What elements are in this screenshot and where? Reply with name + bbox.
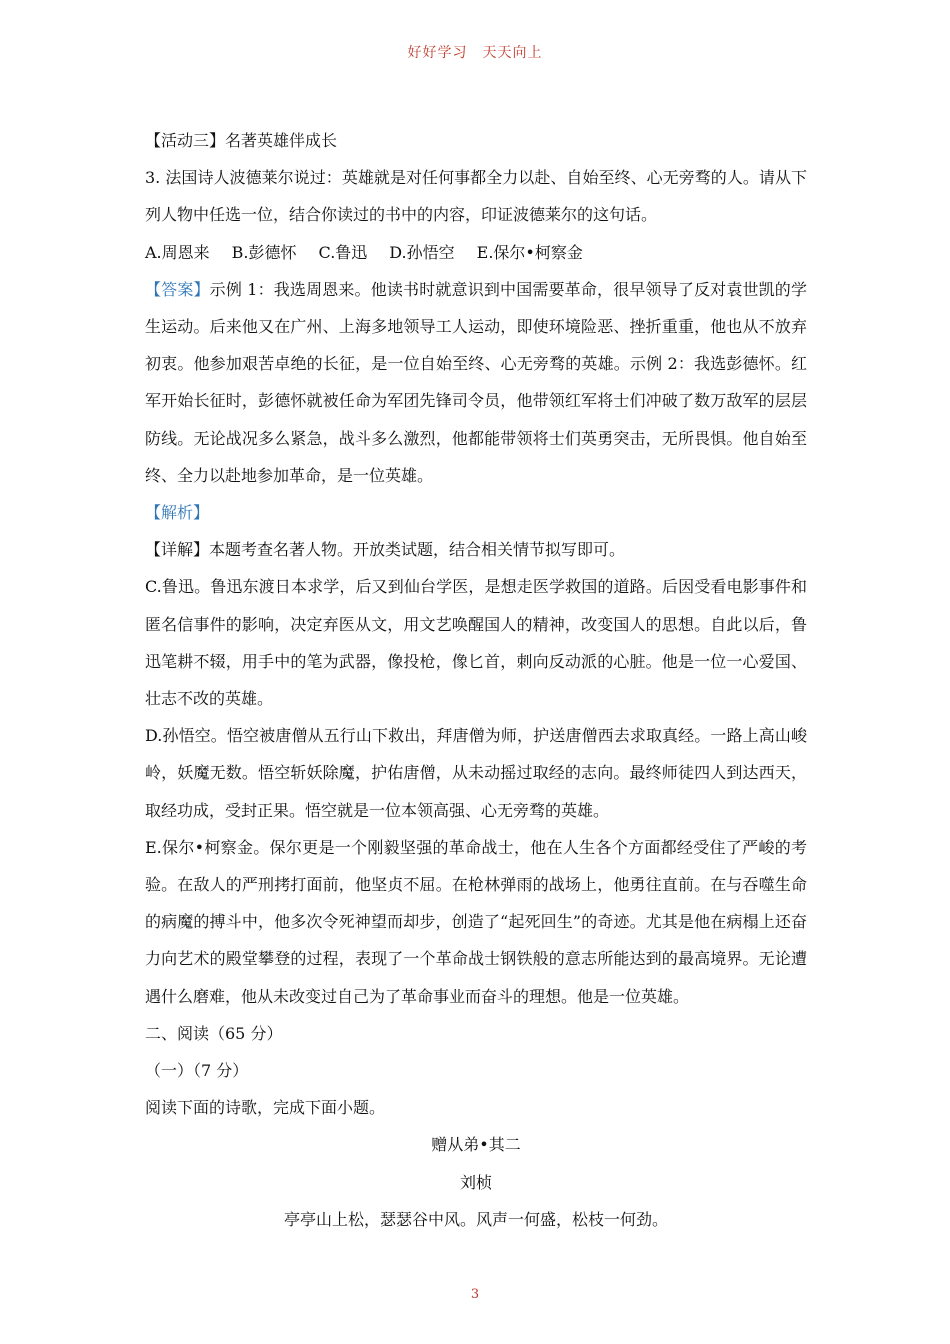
section-title: 二、阅读（65 分） bbox=[145, 1023, 283, 1043]
option-b: B.彭德怀 bbox=[231, 242, 297, 262]
option-c: C.鲁迅 bbox=[318, 242, 368, 262]
question-text: 3. 法国诗人波德莱尔说过：英雄就是对任何事都全力以赴、自始至终、心无旁骛的人。请从下列人物中任选一位，结合你读过的书中的内容，印证波德莱尔的这句话。 bbox=[145, 168, 807, 225]
answer-label: 【答案】 bbox=[145, 279, 210, 299]
page-header: 好好学习 天天向上 bbox=[407, 45, 543, 61]
answer-block bbox=[145, 271, 807, 494]
page-number: 3 bbox=[470, 1287, 480, 1302]
analysis-label: 【解析】 bbox=[145, 503, 210, 523]
instruction-text: 阅读下面的诗歌，完成下面小题。 bbox=[145, 1098, 386, 1118]
activity-title: 【活动三】名著英雄伴成长 bbox=[145, 131, 338, 150]
option-a: A.周恩来 bbox=[145, 242, 210, 262]
option-d: D.孙悟空 bbox=[389, 242, 455, 262]
subsection-title: （一）（7 分） bbox=[145, 1061, 249, 1081]
explanation-d: D.孙悟空。悟空被唐僧从五行山下救出，拜唐僧为师，护送唐僧西去求取真经。一路上高山峻岭，妖魔无数。悟空斩妖除魔，护佑唐僧，从未动摇过取经的志向。最终师徒四人到达西天，取经功成，受封正果。悟空就是一位本领高强、心无旁骛的英雄。 bbox=[145, 726, 807, 820]
explanation-e: E.保尔•柯察金。保尔更是一个刚毅坚强的革命战士，他在人生各个方面都经受住了严峻的考验。在敌人的严刑拷打面前，他坚贞不屈。在枪林弹雨的战场上，他勇往直前。在与吞噬生命的病魔的搏斗中，他多次令死神望而却步，创造了“起死回生”的奇迹。尤其是他在病榻上还奋力向艺术的殿堂攀登的过程，表现了一个革命战士钢铁般的意志所能达到的最高境界。无论遭遇什么磨难，他从未改变过自己为了革命事业而奋斗的理想。他是一位英雄。 bbox=[145, 837, 807, 1006]
explanation-c: C.鲁迅。鲁迅东渡日本求学，后又到仙台学医，是想走医学救国的道路。后因受看电影事件和匿名信事件的影响，决定弃医从文，用文艺唤醒国人的精神，改变国人的思想。自此以后，鲁迅笔耕不辍，用手中的笔为武器，像投枪，像匕首，刺向反动派的心脏。他是一位一心爱国、壮志不改的英雄。 bbox=[145, 577, 807, 709]
answer-text: 示例 1：我选周恩来。他读书时就意识到中国需要革命，很早领导了反对袁世凯的学生运动。后来他又在广州、上海多地领导工人运动，即使环境险恶、挫折重重，他也从不放弃初衷。他参加艰苦卓绝的长征，是一位自始至终、心无旁骛的英雄。示例 2：我选彭德怀。红军开始长征时，彭德怀就被任命为军团先锋司令员，他带领红军将士们冲破了数万敌军的层层防线。无论战况多么紧急，战斗多么激烈，他都能带领将士们英勇突击，无所畏惧。他自始至终、全力以赴地参加革命，是一位英雄。 bbox=[145, 279, 807, 485]
detail-text: 【详解】本题考查名著人物。开放类试题，结合相关情节拟写即可。 bbox=[145, 540, 626, 560]
option-e: E.保尔•柯察金 bbox=[476, 242, 583, 262]
document-body bbox=[145, 122, 807, 1238]
options-row bbox=[145, 234, 807, 271]
poem-line: 亭亭山上松，瑟瑟谷中风。风声一何盛，松枝一何劲。 bbox=[283, 1209, 668, 1229]
poem-title: 赠从弟•其二 bbox=[431, 1135, 521, 1155]
poem-author: 刘桢 bbox=[459, 1172, 492, 1192]
